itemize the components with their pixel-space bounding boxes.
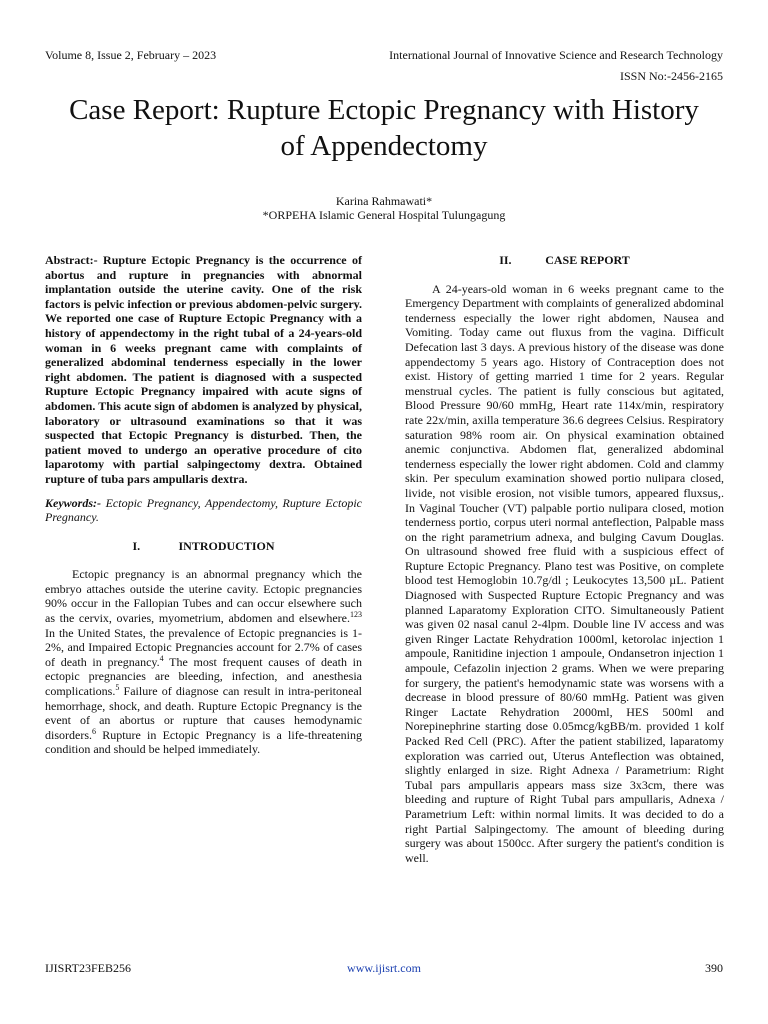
keywords-text: Ectopic Pregnancy, Appendectomy, Rupture Ectopic Pregnancy. bbox=[45, 495, 362, 525]
section-number: II. bbox=[499, 253, 512, 267]
case-report-paragraph: A 24-years-old woman in 6 weeks pregnant came to the Emergency Department with complaints of generalized abdominal tenderness especially the lower right abdomen, Nausea and Vomiting. Today came out fluxus from the vagina. Difficult Defecation last 3 days. A previous history of the disease was done appendectomy 5 years ago. History of Contraception does not exist. History of getting married 1 time for 2 years. Regular menstrual cycles. The patient is fully conscious but agitated, Blood Pressure 90/60 mmHg, Heart rate 114x/min, respiratory rate 22x/min, axilla temperature 36.6 degrees Celsius. Respiratory saturation 98% room air. On physical examination obtained anemic conjunctiva. Abdomen flat, generalized abdominal tenderness especially the lower right abdomen. Cold and clammy skin. Per speculum examination showed portio nulipara closed, livide, not visible erosion, not visible tumors, appeared fluxsus,. In Vaginal Toucher (VT) palpable portio nulipara closed, motion tenderness portio, corpus uteri normal anteflection, Palpable mass on the right parametrium adnexa, and bulging Cavum Douglas. On ultrasound showed free fluid with a suspicious effect of Rupture Ectopic Pregnancy. Plano test was Positive, on complete blood test Hemoglobin 10.7g/dl ; Leukocytes 13,500 µL. Patient Diagnosed with Suspected Rupture Ectopic Pregnancy and was planned Laparatomy Exploration CITO. Simultaneously Patient was given 02 nasal canul 2-4lpm. Double line IV access and was given Ringer Lactate Rehydration 1000ml, ketorolac injection 1 ampoule, Ranitidine injection 1 ampoule, Ondansetron injection 1 ampoule, Cefazolin injection 2 grams. When we were preparing for surgery, the patient's hemodynamic state was worsens with a decrease in blood pressure of 80/60 mmHg. Patient was given Ringer Lactate Rehydration 2000ml, HES 500ml and Norepinephrine starting dose 0.05mcg/kgBB/m. provided 1 kolf Packed Red Cell (PRC). After the patient stabilized, laparatomy exploration was carried out, Uterus Anteflection was obtained, slightly enlarged in size. Right Adnexa / Parametrium: Right Tubal pars ampullaris appears mass size 3x3cm, there was bleeding and rupture of Right Tubal pars ampullaris, Adnexa / Parametrium Left: within normal limits. It was decided to do a right Partial Salpingectomy. The amount of bleeding during surgery was about 1500cc. After surgery the patient's condition is well. bbox=[405, 281, 725, 865]
introduction-paragraph bbox=[45, 567, 362, 757]
keywords bbox=[45, 496, 362, 525]
intro-text-4: Failure of diagnose can result in intra-peritoneal hemorrhage, shock, and death. Rupture Ectopic Pregnancy is the event of an abortus or rupture that causes hemodynamic disorders. bbox=[45, 684, 362, 742]
abstract: Abstract:- Rupture Ectopic Pregnancy is the occurrence of abortus and rupture in pregnancies with abnormal implantation outside the uterine cavity. One of the risk factors is pelvic infection or previous abdomen-pelvic surgery. We reported one case of Rupture Ectopic Pregnancy with a history of appendectomy in the right tubal of a 24-years-old woman in 6 weeks pregnant came with complaints of generalized abdominal tenderness especially in the lower right abdomen. The patient is diagnosed with a suspected Rupture Ectopic Pregnancy impaired with acute signs of abdomen. This acute sign of abdomen is analyzed by physical, laboratory or ultrasound examinations so that it was suspected that Ectopic Pregnancy is disturbed. Then, the patient moved to undergo an operative procedure of cito laparotomy with partial salpingectomy dextra. Obtained rupture of tuba pars ampullaris dextra. bbox=[45, 253, 362, 486]
intro-text-1: Ectopic pregnancy is an abnormal pregnancy which the embryo attaches outside the uterine cavity. Ectopic pregnancies 90% occur in the Fallopian Tubes and can occur elsewhere such as the cervix, ovaries, myometrium, abdomen and elsewhere. bbox=[45, 567, 362, 626]
intro-text-2: In the United States, the prevalence of Ectopic pregnancies is 1-2%, and Impaired Ectopic Pregnancies account for 2.7% of cases of death in pregnancy. bbox=[45, 625, 362, 669]
issn-number: ISSN No:-2456-2165 bbox=[619, 69, 723, 83]
section-title: INTRODUCTION bbox=[178, 538, 275, 553]
section-number: I. bbox=[132, 538, 141, 553]
section-title: CASE REPORT bbox=[545, 253, 630, 267]
author-affiliation: *ORPEHA Islamic General Hospital Tulungagung bbox=[262, 208, 506, 222]
citation: 5 bbox=[115, 683, 120, 693]
keywords-label: Keywords:- bbox=[45, 495, 101, 510]
citation: 4 bbox=[159, 653, 164, 663]
citation: 6 bbox=[92, 726, 96, 736]
journal-name: International Journal of Innovative Science and Research Technology bbox=[389, 48, 723, 62]
right-column bbox=[405, 253, 724, 865]
left-column bbox=[45, 253, 362, 757]
intro-text-3: The most frequent causes of death in ectopic pregnancies are bleeding, infection, and anesthesia complications. bbox=[45, 654, 362, 699]
paper-title: Case Report: Rupture Ectopic Pregnancy with History of Appendectomy bbox=[69, 94, 699, 162]
section-heading-case-report bbox=[405, 253, 724, 268]
citation: 123 bbox=[350, 610, 362, 620]
author-name: Karina Rahmawati* bbox=[335, 194, 433, 208]
page-number: 390 bbox=[705, 961, 723, 975]
section-heading-introduction bbox=[45, 539, 362, 554]
intro-text-5: Rupture in Ectopic Pregnancy is a life-threatening condition and should be helped immediately. bbox=[45, 727, 362, 757]
volume-issue: Volume 8, Issue 2, February – 2023 bbox=[45, 48, 217, 62]
article-code: IJISRT23FEB256 bbox=[45, 961, 131, 975]
journal-url-link[interactable]: www.ijisrt.com bbox=[347, 961, 421, 975]
